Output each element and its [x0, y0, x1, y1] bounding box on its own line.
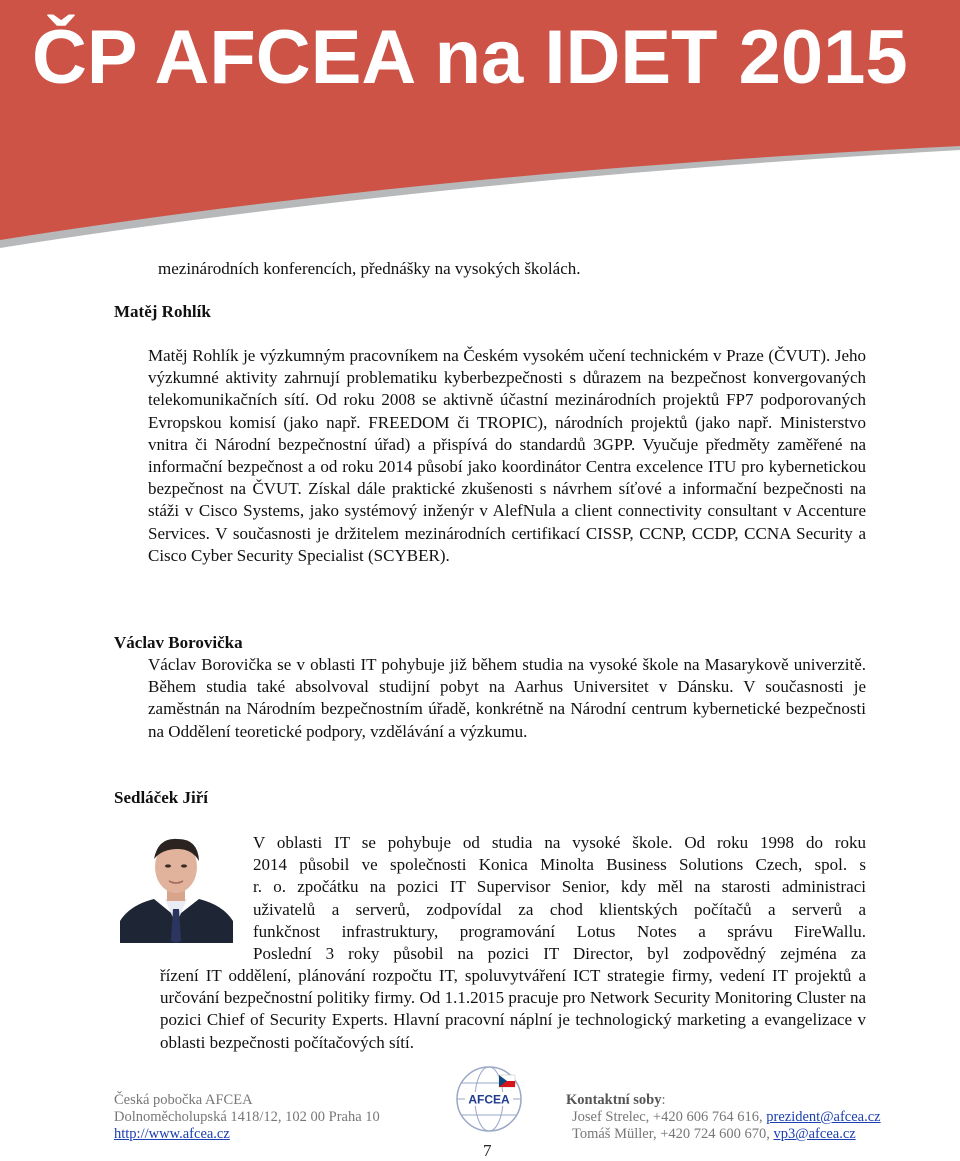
person-name-borovicka: Václav Borovička: [114, 633, 243, 652]
header-banner: [0, 0, 960, 250]
person-bio-sedlacek-rest: řízení IT oddělení, plánování rozpočtu IT, spoluvytváření ICT strategie firmy, vedení IT projektů a určování bezpečnostní politiky firmy. Od 1.1.2015 pracuje pro Network Security Monitoring Cluster na pozici Chief of Security Experts. Hlavní pracovní náplní je technologický marketing a evangelizace v oblasti bezpečnosti počítačových sítí.: [160, 966, 866, 1052]
bio-line-1: V oblasti IT se pohybuje od studia na vysoké škole. Od roku 1998 do roku: [253, 833, 866, 852]
page-number: 7: [483, 1141, 492, 1160]
bio-line-3: r. o. zpočátku na pozici IT Supervisor Senior, kdy měl na starosti administraci: [253, 877, 866, 897]
page-title: ČP AFCEA na IDET 2015: [32, 15, 908, 100]
footer-contacts-colon: :: [661, 1092, 666, 1108]
footer-org-name: Česká pobočka AFCEA: [114, 1092, 253, 1108]
person-bio-borovicka: Václav Borovička se v oblasti IT pohybuje již během studia na vysoké škole na Masarykově univerzitě. Během studia také absolvoval studijní pobyt na Aarhus Universitet v Dánsku. V současnosti je zaměstnán na Národním bezpečnostním úřadě, konkrétně na Národní centrum kybernetické bezpečnosti na Oddělení teoretické podpory, vzdělávání a výzkumu.: [148, 655, 866, 741]
footer-contact-2: Tomáš Müller, +420 724 600 670,: [572, 1126, 774, 1142]
bio-line-2: 2014 působil ve společnosti Konica Minolta Business Solutions Czech, spol. s: [253, 855, 866, 875]
footer-contacts-label: Kontaktní soby: [566, 1092, 662, 1108]
portrait-photo: [120, 829, 233, 943]
person-bio-rohlik: Matěj Rohlík je výzkumným pracovníkem na Českém vysokém učení technickém v Praze (ČVUT). Jeho výzkumné aktivity zahrnují problematiku kyberbezpečnosti s důrazem na bezpečnost konvergovaných telekomunikačních sítí. Od roku 2008 se aktivně účastní mezinárodních projektů FP7 podporovaných Evropskou komisí (jako např. FREEDOM či TROPIC), národních projektů (jako např. Ministerstvo vnitra či Národní bezpečnostní úřad) a přispívá do standardů 3GPP. Vyučuje předměty zaměřené na informační bezpečnost a od roku 2014 působí jako koordinátor Centra excelence ITU pro kybernetickou bezpečnost na ČVUT. Získal dále praktické zkušenosti s návrhem síťové a informační bezpečnosti na stáži v Cisco Systems, jako systémový inženýr v AlefNula a client connectivity consultant v Accenture Services. V současnosti je držitelem mezinárodních certifikací CISSP, CCNP, CCDP, CCNA Security a Cisco Cyber Security Specialist (SCYBER).: [148, 346, 866, 565]
footer-contact-1-email[interactable]: prezident@afcea.cz: [766, 1109, 881, 1125]
footer-contact-1: Josef Strelec, +420 606 764 616,: [572, 1109, 767, 1125]
bio-line-6: Poslední 3 roky působil na pozici IT Director, byl zodpovědný zejména za: [253, 944, 866, 964]
footer-address: Dolnoměcholupská 1418/12, 102 00 Praha 10: [114, 1109, 380, 1125]
bio-line-5: funkčnost infrastruktury, programování Lotus Notes a správu FireWallu.: [253, 921, 866, 941]
person-bio-sedlacek-wrapped: [253, 832, 866, 965]
footer-org: [114, 1092, 380, 1143]
person-name-sedlacek: Sedláček Jiří: [114, 788, 208, 807]
footer-contacts: [566, 1092, 881, 1143]
afcea-logo-icon: [455, 1065, 523, 1133]
footer-website-link[interactable]: http://www.afcea.cz: [114, 1126, 230, 1142]
person-name-rohlik: Matěj Rohlík: [114, 302, 211, 321]
lead-line: mezinárodních konferencích, přednášky na vysokých školách.: [158, 259, 581, 278]
logo-text: AFCEA: [468, 1092, 510, 1107]
bio-line-4: uživatelů a serverů, zodpovídal za chod klientských počítačů a serverů a: [253, 899, 866, 919]
footer-contact-2-email[interactable]: vp3@afcea.cz: [773, 1126, 856, 1142]
